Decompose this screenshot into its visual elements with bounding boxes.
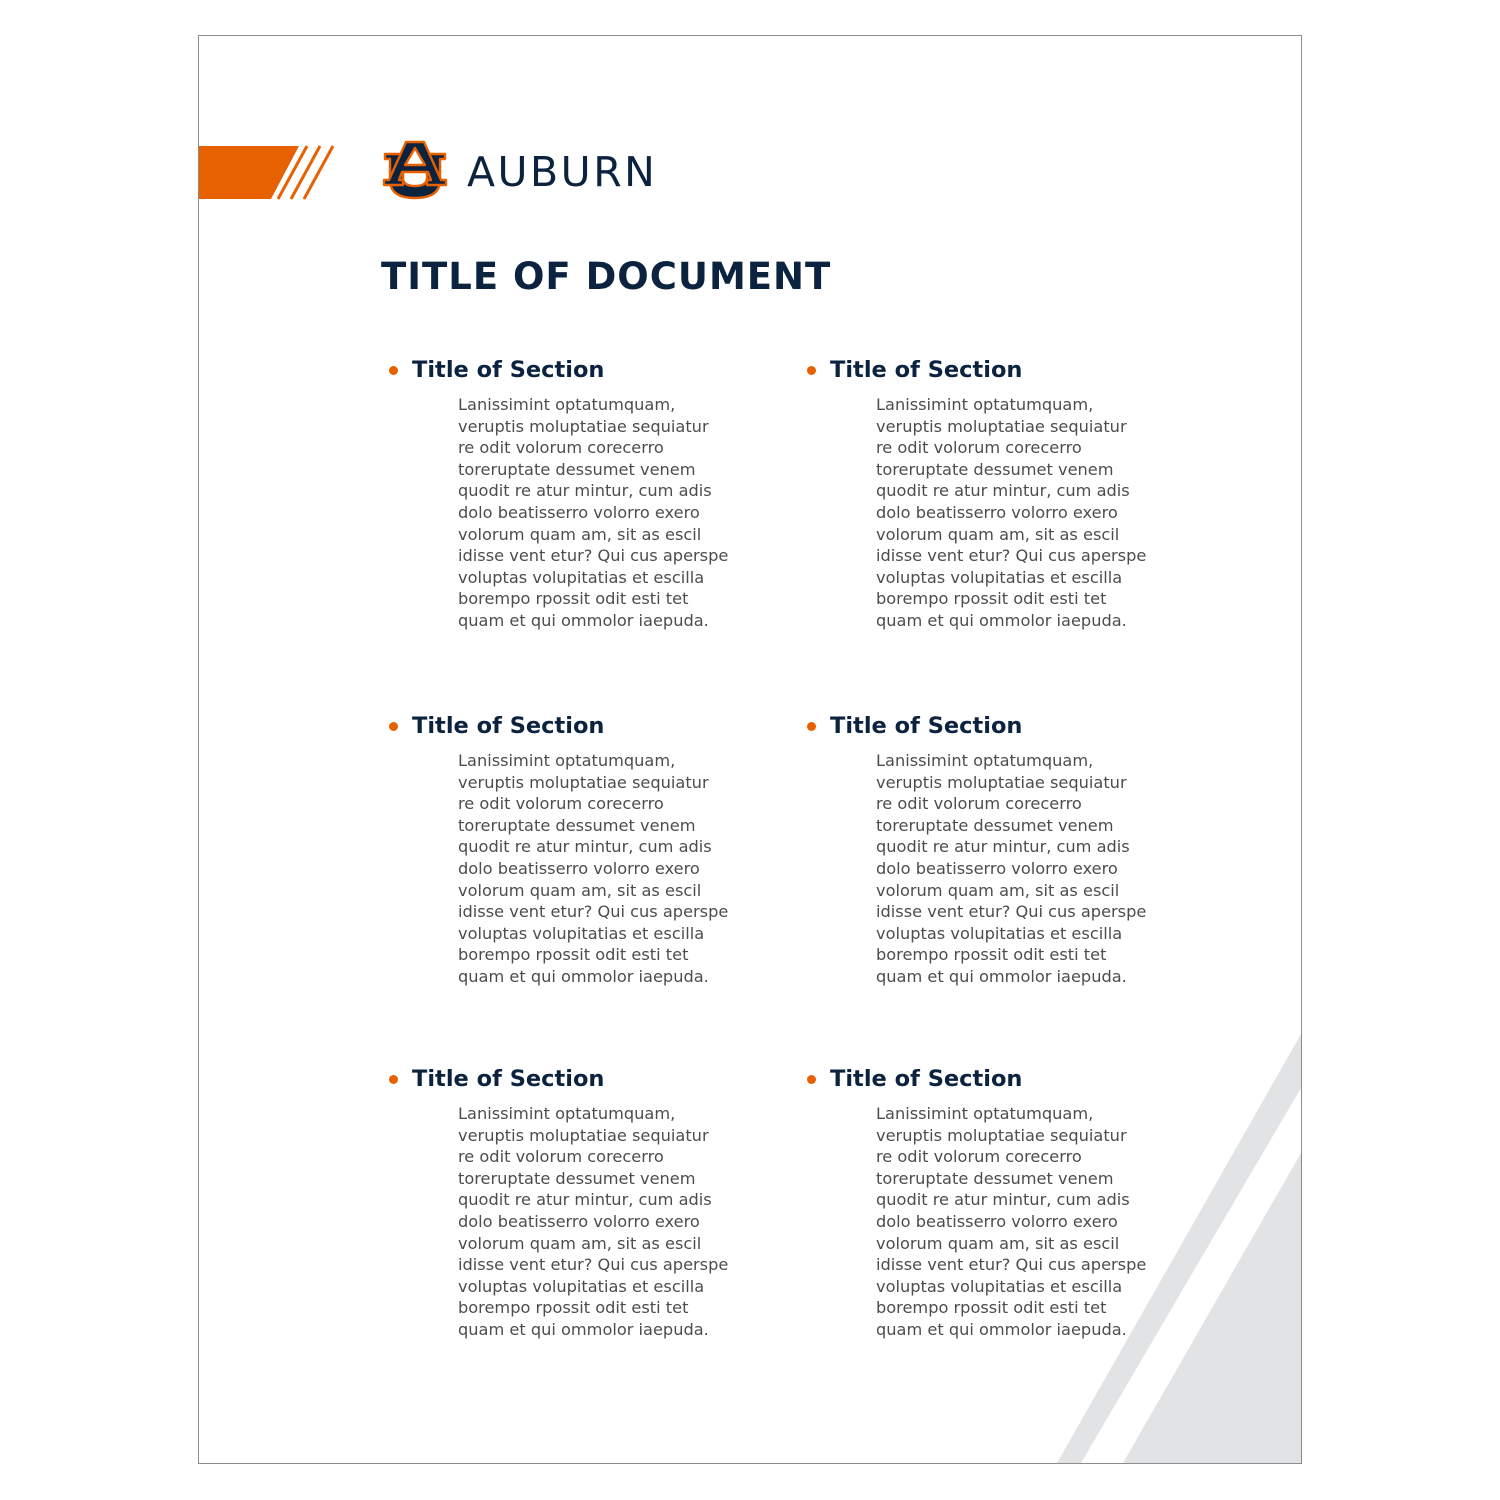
body-line: veruptis moluptatiae sequiatur (876, 772, 1127, 792)
au-monogram-icon (379, 140, 451, 202)
body-line: voluptas volupitatias et escilla (458, 567, 705, 587)
body-line: dolo beatisserro volorro exero (876, 858, 1118, 878)
section-2 (807, 354, 1207, 632)
section-6 (807, 1063, 1207, 1341)
bullet-icon (389, 722, 398, 731)
section-body (458, 394, 788, 632)
body-line: Lanissimint optatumquam, (458, 1104, 676, 1123)
body-line: borempo rpossit odit esti tet (876, 945, 1107, 965)
body-line: idisse vent etur? Qui cus aperspe (458, 1255, 729, 1275)
body-line: re odit volorum corecerro (876, 794, 1082, 814)
body-line: voluptas volupitatias et escilla (876, 923, 1123, 943)
body-line: idisse vent etur? Qui cus aperspe (876, 1255, 1147, 1275)
body-line: volorum quam am, sit as escil (876, 880, 1120, 900)
body-line: borempo rpossit odit esti tet (458, 1298, 689, 1318)
bullet-icon (389, 1075, 398, 1084)
body-line: dolo beatisserro volorro exero (458, 1211, 700, 1231)
body-line: quam et qui ommolor iaepuda. (458, 1319, 709, 1339)
body-line: dolo beatisserro volorro exero (458, 502, 700, 522)
body-line: re odit volorum corecerro (458, 1147, 664, 1167)
body-line: quam et qui ommolor iaepuda. (458, 966, 709, 986)
body-line: toreruptate dessumet venem (876, 459, 1114, 479)
section-title: Title of Section (830, 1066, 1023, 1092)
body-line: veruptis moluptatiae sequiatur (458, 416, 709, 436)
body-line: volorum quam am, sit as escil (458, 880, 702, 900)
auburn-wordmark: AUBURN (467, 148, 658, 196)
section-body (458, 1103, 788, 1341)
section-title: Title of Section (412, 713, 605, 739)
body-line: borempo rpossit odit esti tet (458, 945, 689, 965)
body-line: borempo rpossit odit esti tet (876, 1298, 1107, 1318)
body-line: idisse vent etur? Qui cus aperspe (458, 902, 729, 922)
body-line: dolo beatisserro volorro exero (876, 1211, 1118, 1231)
body-line: idisse vent etur? Qui cus aperspe (876, 546, 1147, 566)
body-line: voluptas volupitatias et escilla (458, 923, 705, 943)
body-line: Lanissimint optatumquam, (876, 751, 1094, 770)
section-body (876, 1103, 1206, 1341)
section-body (458, 750, 788, 988)
body-line: voluptas volupitatias et escilla (458, 1276, 705, 1296)
section-body (876, 394, 1206, 632)
section-body (876, 750, 1206, 988)
body-line: toreruptate dessumet venem (876, 815, 1114, 835)
body-line: quam et qui ommolor iaepuda. (876, 610, 1127, 630)
section-4 (807, 710, 1207, 988)
bullet-icon (807, 1075, 816, 1084)
body-line: quam et qui ommolor iaepuda. (876, 966, 1127, 986)
body-line: quodit re atur mintur, cum adis (876, 1190, 1130, 1210)
body-line: toreruptate dessumet venem (876, 1168, 1114, 1188)
document-page (198, 35, 1302, 1464)
section-3 (389, 710, 789, 988)
body-line: veruptis moluptatiae sequiatur (876, 416, 1127, 436)
bullet-icon (389, 366, 398, 375)
body-line: borempo rpossit odit esti tet (876, 589, 1107, 609)
section-title: Title of Section (412, 357, 605, 383)
body-line: Lanissimint optatumquam, (458, 395, 676, 414)
section-title: Title of Section (830, 357, 1023, 383)
body-line: veruptis moluptatiae sequiatur (458, 1125, 709, 1145)
body-line: Lanissimint optatumquam, (876, 1104, 1094, 1123)
body-line: voluptas volupitatias et escilla (876, 1276, 1123, 1296)
header-accent-stripes (199, 144, 344, 200)
body-line: re odit volorum corecerro (458, 438, 664, 458)
body-line: dolo beatisserro volorro exero (876, 502, 1118, 522)
body-line: re odit volorum corecerro (876, 1147, 1082, 1167)
body-line: volorum quam am, sit as escil (876, 524, 1120, 544)
body-line: re odit volorum corecerro (876, 438, 1082, 458)
section-title: Title of Section (830, 713, 1023, 739)
body-line: volorum quam am, sit as escil (876, 1233, 1120, 1253)
body-line: toreruptate dessumet venem (458, 459, 696, 479)
body-line: re odit volorum corecerro (458, 794, 664, 814)
body-line: quodit re atur mintur, cum adis (458, 1190, 712, 1210)
body-line: veruptis moluptatiae sequiatur (876, 1125, 1127, 1145)
body-line: quodit re atur mintur, cum adis (876, 837, 1130, 857)
body-line: voluptas volupitatias et escilla (876, 567, 1123, 587)
section-1 (389, 354, 789, 632)
body-line: dolo beatisserro volorro exero (458, 858, 700, 878)
body-line: quodit re atur mintur, cum adis (876, 481, 1130, 501)
bullet-icon (807, 722, 816, 731)
body-line: idisse vent etur? Qui cus aperspe (876, 902, 1147, 922)
section-title: Title of Section (412, 1066, 605, 1092)
body-line: borempo rpossit odit esti tet (458, 589, 689, 609)
body-line: volorum quam am, sit as escil (458, 524, 702, 544)
body-line: veruptis moluptatiae sequiatur (458, 772, 709, 792)
body-line: toreruptate dessumet venem (458, 1168, 696, 1188)
document-title: TITLE OF DOCUMENT (381, 255, 832, 298)
body-line: toreruptate dessumet venem (458, 815, 696, 835)
body-line: quam et qui ommolor iaepuda. (876, 1319, 1127, 1339)
body-line: Lanissimint optatumquam, (876, 395, 1094, 414)
section-5 (389, 1063, 789, 1341)
body-line: quodit re atur mintur, cum adis (458, 481, 712, 501)
body-line: Lanissimint optatumquam, (458, 751, 676, 770)
body-line: quam et qui ommolor iaepuda. (458, 610, 709, 630)
body-line: volorum quam am, sit as escil (458, 1233, 702, 1253)
bullet-icon (807, 366, 816, 375)
body-line: quodit re atur mintur, cum adis (458, 837, 712, 857)
body-line: idisse vent etur? Qui cus aperspe (458, 546, 729, 566)
